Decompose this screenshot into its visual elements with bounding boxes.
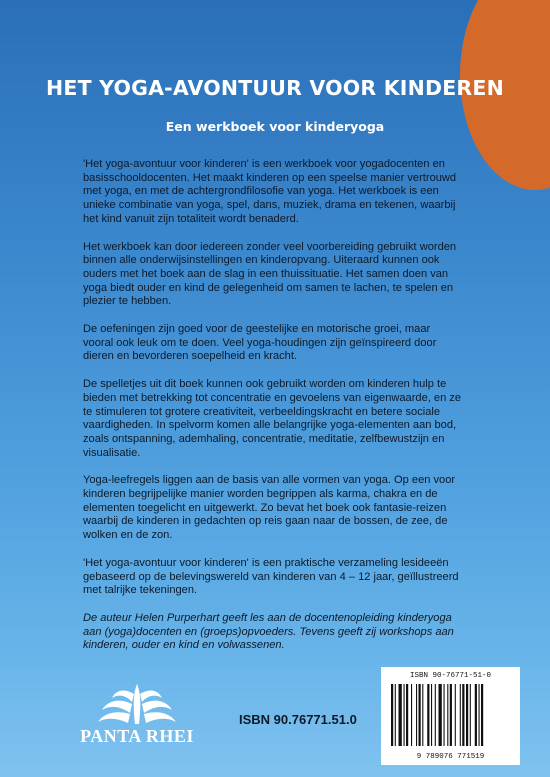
book-subtitle: Een werkboek voor kinderyoga xyxy=(165,119,385,134)
publisher-logo xyxy=(78,680,196,752)
barcode xyxy=(391,684,510,746)
paragraph-life-rules: Yoga-leefregels liggen aan de basis van alle vormen van yoga. Op een voor kinderen begrijpelijke manier worden begrippen als karma, chakra en de elementen toegelicht en uitgewerkt. Zo bevat het boek ook fantasie-reizen waarbij de kinderen in gedachten op reis gaan naar de bossen, de zee, de wolken en de zon. xyxy=(83,474,456,542)
book-title: HET YOGA-AVONTUUR VOOR KINDEREN xyxy=(46,76,504,100)
author-note: De auteur Helen Purperhart geeft les aan de docentenopleiding kinderyoga aan (yoga)docenten en (groeps)opvoeders. Tevens geeft zij workshops aan kinderen, ouder en kind en volwassenen. xyxy=(83,611,454,652)
barcode-isbn-label: ISBN 90-76771-51-0 xyxy=(409,672,491,680)
paragraph-collection: 'Het yoga-avontuur voor kinderen' is een praktische verzameling lesideeën gebaseerd op de belevingswereld van kinderen van 4 – 12 jaar, geïllustreerd met talrijke tekeningen. xyxy=(83,556,459,597)
barcode-box xyxy=(381,667,520,765)
paragraph-exercises: De oefeningen zijn goed voor de geestelijke en motorische groei, maar vooral ook leuk om te doen. Veel yoga-houdingen zijn geïnspireerd door dieren en bevorderen soepelheid en kracht. xyxy=(83,323,437,363)
publisher-name: PANTA RHEI xyxy=(80,726,194,746)
isbn-text: ISBN 90.76771.51.0 xyxy=(239,712,357,727)
back-cover-text xyxy=(83,158,463,667)
fountain-icon xyxy=(78,680,196,726)
paragraph-games: De spelletjes uit dit boek kunnen ook gebruikt worden om kinderen hulp te bieden met betrekking tot concentratie en gevoelens van eigenwaarde, en ze te stimuleren tot grotere creativiteit, verbeeldingskracht en betere sociale vaardigheden. In spelvorm komen alle belangrijke yoga-elementen aan bod, zoals ontspanning, ademhaling, concentratie, meditatie, zelfbewustzijn en visualisatie. xyxy=(83,378,462,459)
paragraph-intro: 'Het yoga-avontuur voor kinderen' is een werkboek voor yogadocenten en basisschooldocenten. Het maakt kinderen op een speelse manier vertrouwd met yoga, en met de achtergrondfilosofie van yoga. Het werkboek is een unieke combinatie van yoga, spel, dans, muziek, drama en tekenen, waarbij het kind vanuit zijn totaliteit wordt benaderd. xyxy=(83,158,457,225)
barcode-digits: 9 789076 771519 xyxy=(416,753,485,761)
paragraph-usage: Het werkboek kan door iedereen zonder veel voorbereiding gebruikt worden binnen alle onderwijsinstellingen en kinderopvang. Uiteraard kunnen ook ouders met het boek aan de slag in een thuissituatie. Het samen doen van yoga biedt ouder en kind de gelegenheid om samen te lachen, te spelen en plezier te hebben. xyxy=(83,240,457,308)
